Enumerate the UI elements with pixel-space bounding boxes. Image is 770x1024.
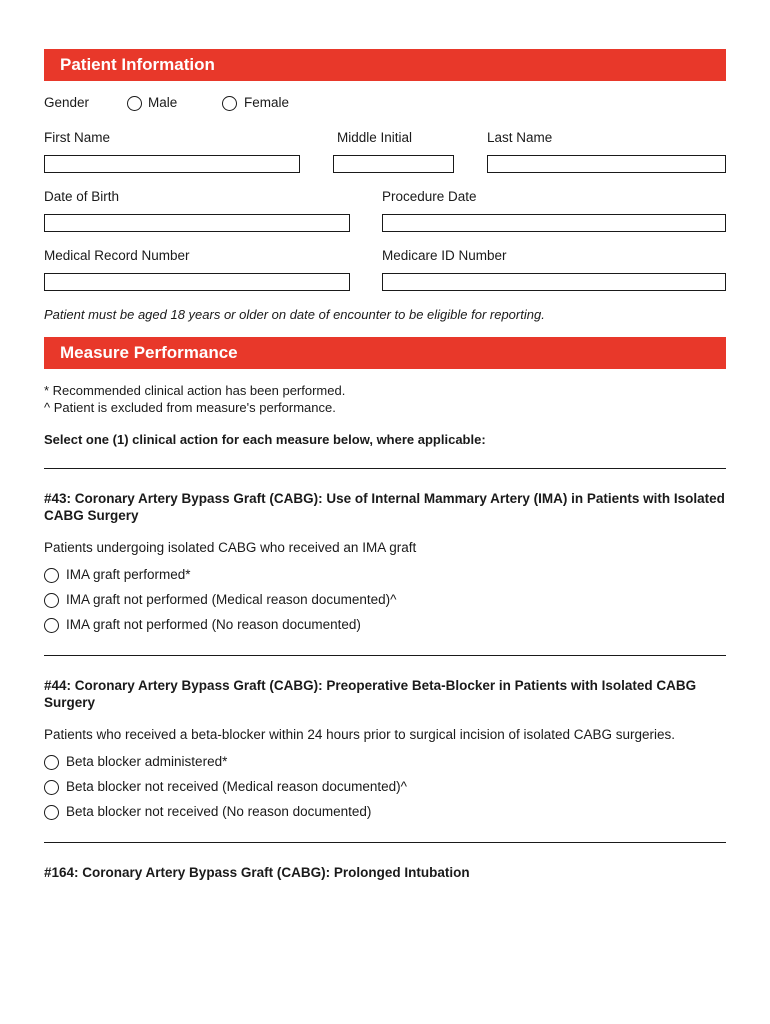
measure-43-option-label: IMA graft not performed (No reason documented) (66, 617, 361, 632)
first-name-field[interactable] (44, 155, 300, 173)
legend-excluded: ^ Patient is excluded from measure's performance. (44, 400, 336, 415)
legend-performed: * Recommended clinical action has been performed. (44, 383, 346, 398)
divider (44, 655, 726, 656)
measure-43-option-label: IMA graft performed* (66, 567, 191, 582)
eligibility-note: Patient must be aged 18 years or older on date of encounter to be eligible for reporting. (44, 307, 545, 322)
measure-164-title: #164: Coronary Artery Bypass Graft (CABG): Prolonged Intubation (44, 865, 470, 880)
procedure-date-field[interactable] (382, 214, 726, 232)
measure-43-option-radio[interactable] (44, 618, 59, 633)
measure-44-option-radio[interactable] (44, 805, 59, 820)
gender-male-label: Male (148, 95, 178, 110)
measure-43-title: #43: Coronary Artery Bypass Graft (CABG): Use of Internal Mammary Artery (IMA) in Patients with Isolated CABG Surgery (44, 491, 725, 523)
medical-record-number-field[interactable] (44, 273, 350, 291)
last-name-label: Last Name (487, 130, 553, 145)
measure-44-option-label: Beta blocker administered* (66, 754, 228, 769)
measure-44-option-radio[interactable] (44, 755, 59, 770)
medicare-id-label: Medicare ID Number (382, 248, 507, 263)
medical-record-number-label: Medical Record Number (44, 248, 190, 263)
divider (44, 842, 726, 843)
procedure-date-label: Procedure Date (382, 189, 477, 204)
last-name-field[interactable] (487, 155, 726, 173)
date-of-birth-label: Date of Birth (44, 189, 120, 204)
date-of-birth-field[interactable] (44, 214, 350, 232)
first-name-label: First Name (44, 130, 111, 145)
measure-43-option-radio[interactable] (44, 593, 59, 608)
instruction-text: Select one (1) clinical action for each measure below, where applicable: (44, 432, 486, 447)
measure-44-option-label: Beta blocker not received (No reason documented) (66, 804, 372, 819)
measure-43-option-radio[interactable] (44, 568, 59, 583)
measure-43-option-label: IMA graft not performed (Medical reason documented)^ (66, 592, 397, 607)
patient-information-header: Patient Information (44, 49, 726, 81)
measure-43-description: Patients undergoing isolated CABG who received an IMA graft (44, 540, 417, 555)
middle-initial-label: Middle Initial (337, 130, 413, 145)
gender-female-radio[interactable] (222, 96, 237, 111)
measure-44-description: Patients who received a beta-blocker within 24 hours prior to surgical incision of isolated CABG surgeries. (44, 727, 676, 742)
gender-female-label: Female (244, 95, 290, 110)
measure-44-option-radio[interactable] (44, 780, 59, 795)
measure-44-option-label: Beta blocker not received (Medical reason documented)^ (66, 779, 408, 794)
gender-label: Gender (44, 95, 90, 110)
divider (44, 468, 726, 469)
gender-male-radio[interactable] (127, 96, 142, 111)
medicare-id-field[interactable] (382, 273, 726, 291)
measure-44-title: #44: Coronary Artery Bypass Graft (CABG): Preoperative Beta-Blocker in Patients with Isolated CABG Surgery (44, 678, 697, 710)
measure-performance-header: Measure Performance (44, 337, 726, 369)
middle-initial-field[interactable] (333, 155, 454, 173)
